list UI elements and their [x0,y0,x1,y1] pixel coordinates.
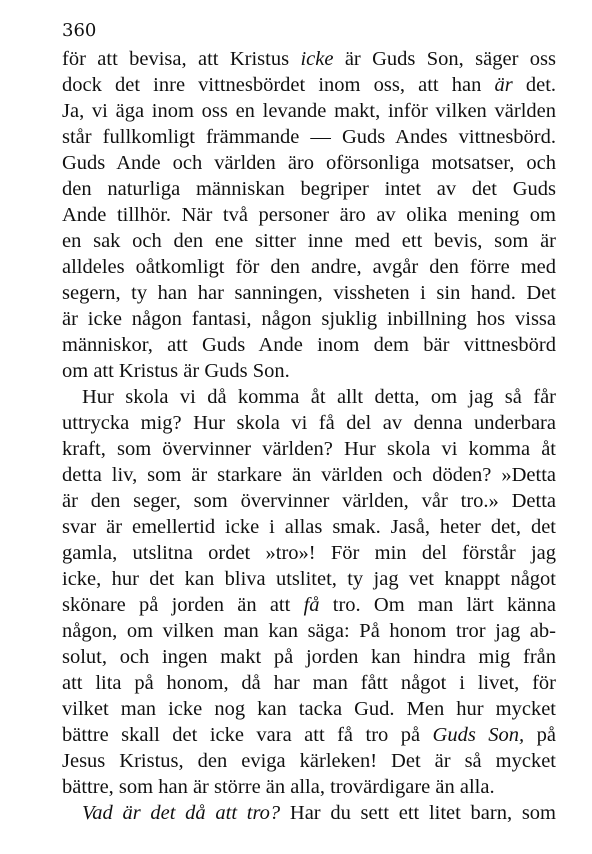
text-run: människor, att Guds Ande inom dem bär vittnesbörd [62,334,556,356]
text-line [62,696,556,722]
text-run: för att bevisa, att Kristus [62,48,301,70]
emphasis-text: få [303,594,320,616]
text-line [62,644,556,670]
text-run: icke, hur det kan bliva utslitet, ty jag vet knappt något [62,568,556,590]
text-line [62,228,556,254]
text-run: om att Kristus är Guds Son. [62,360,290,382]
text-run: tro. Om man lärt känna [319,594,556,616]
text-run: att lita på honom, då har man fått något i livet, för [62,672,556,694]
text-line [62,358,556,384]
text-line [62,176,556,202]
paragraph-3 [62,800,556,826]
text-run: står fullkomligt främmande — Guds Andes vittnesbörd. [62,126,556,148]
text-run: på [524,724,556,746]
text-line [62,722,556,748]
text-line [62,306,556,332]
text-line [62,436,556,462]
text-run: detta liv, som är starkare än världen och döden? »Detta [62,464,556,486]
text-run: Hur skola vi då komma åt allt detta, om jag så får [82,386,556,408]
text-line [62,150,556,176]
text-run: vilket man icke nog kan tacka Gud. Men hur mycket [62,698,556,720]
text-run: en sak och den ene sitter inne med ett bevis, som är [62,230,556,252]
text-line [62,566,556,592]
text-line [62,540,556,566]
text-run: kraft, som övervinner världen? Hur skola vi komma åt [62,438,556,460]
text-run: uttrycka mig? Hur skola vi få del av denna underbara [62,412,556,434]
book-page [62,20,556,826]
text-line [62,514,556,540]
text-run: är den seger, som övervinner världen, vår tro.» Detta [62,490,556,512]
text-line [62,72,556,98]
text-run: dock det inre vittnesbördet inom oss, att han [62,74,495,96]
paragraph-1 [62,46,556,384]
text-run: gamla, utslitna ordet »tro»! För min del förstår jag [62,542,556,564]
text-line [62,98,556,124]
text-line [62,618,556,644]
text-line [62,332,556,358]
text-run: Har du sett ett litet barn, som [280,802,556,824]
text-run: bättre skall det icke vara att få tro på [62,724,433,746]
text-run: är icke någon fantasi, någon sjuklig inbillning hos vissa [62,308,556,330]
text-run: den naturliga människan begriper intet av det Guds [62,178,556,200]
emphasis-text: Vad är det då att tro? [82,802,281,824]
text-run: det. [512,74,557,96]
text-line [62,254,556,280]
text-line [62,800,556,826]
paragraph-2 [62,384,556,800]
text-run: är Guds Son, säger oss [333,48,556,70]
emphasis-text: Guds Son, [432,724,525,746]
text-line [62,280,556,306]
text-line [62,384,556,410]
text-line [62,748,556,774]
text-run: svar är emellertid icke i allas smak. Jaså, heter det, det [62,516,556,538]
text-line [62,670,556,696]
text-run: solut, och ingen makt på jorden kan hindra mig från [62,646,556,668]
text-run: skönare på jorden än att [62,594,304,616]
text-run: Jesus Kristus, den eviga kärleken! Det är så mycket [62,750,556,772]
text-line [62,124,556,150]
emphasis-text: är [494,74,513,96]
emphasis-text: icke [300,48,334,70]
text-run: bättre, som han är större än alla, trovärdigare än alla. [62,776,495,798]
text-line [62,462,556,488]
text-run: alldeles oåtkomligt för den andre, avgår den förre med [62,256,556,278]
text-line [62,46,556,72]
text-run: segern, ty han har sanningen, vissheten i sin hand. Det [62,282,556,304]
text-line [62,488,556,514]
page-number: 360 [62,20,97,41]
text-line [62,202,556,228]
text-run: Ande tillhör. När två personer äro av olika mening om [62,204,556,226]
text-line [62,410,556,436]
text-run: Ja, vi äga inom oss en levande makt, inför vilken världen [62,100,556,122]
text-line [62,774,556,800]
text-run: någon, om vilken man kan säga: På honom tror jag ab- [62,620,556,642]
text-run: Guds Ande och världen äro oförsonliga motsatser, och [62,152,556,174]
text-line [62,592,556,618]
